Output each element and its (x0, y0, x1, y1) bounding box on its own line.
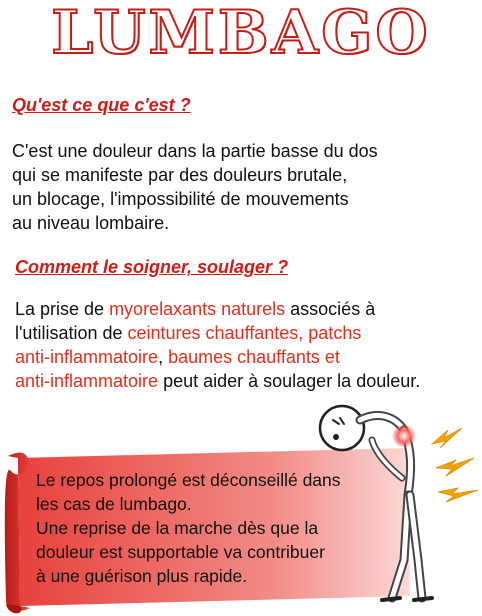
patches-term: patchs (308, 323, 362, 343)
heating-belts-term: ceintures chauffantes (127, 323, 299, 343)
section-heading-what-is-it: Qu'est ce que c'est ? (12, 95, 191, 115)
definition-line: un blocage, l'impossibilité de mouvements (12, 189, 349, 209)
anti-inflammatory-term: anti-inflammatoire (15, 347, 159, 367)
definition-line: qui se manifeste par des douleurs brutale, (12, 165, 348, 185)
banner-line: douleur est supportable va contribuer (36, 542, 325, 562)
myorelaxants-term: myorelaxants naturels (109, 299, 286, 319)
banner-advice-text (36, 468, 341, 588)
treatment-line: l'utilisation de ceintures chauffantes, patchs (15, 323, 362, 343)
lightning-bolts (432, 428, 478, 502)
definition-line: au niveau lombaire. (12, 213, 170, 233)
treatment-line: anti-inflammatoire, baumes chauffants et (15, 347, 340, 367)
banner-line: les cas de lumbago. (36, 494, 192, 514)
banner-line: à une guérison plus rapide. (36, 566, 248, 586)
treatment-line: La prise de myorelaxants naturels associés à (15, 299, 376, 319)
anti-inflammatory-term: anti-inflammatoire (15, 371, 159, 391)
section-heading-treatment: Comment le soigner, soulager ? (15, 257, 289, 277)
heating-balms-term: baumes chauffants et (168, 347, 340, 367)
lightning-bolt-icon (432, 428, 462, 448)
pain-glow (392, 424, 416, 448)
treatment-line: anti-inflammatoire peut aider à soulager la douleur. (15, 371, 421, 391)
banner-line: Le repos prolongé est déconseillé dans (36, 470, 341, 490)
banner-line: Une reprise de la marche dès que la (36, 518, 319, 538)
lightning-bolt-icon (438, 488, 478, 502)
lightning-bolt-icon (436, 458, 474, 476)
page-title: LUMBAGO (51, 0, 431, 68)
definition-line: C'est une douleur dans la partie basse du dos (12, 141, 378, 161)
